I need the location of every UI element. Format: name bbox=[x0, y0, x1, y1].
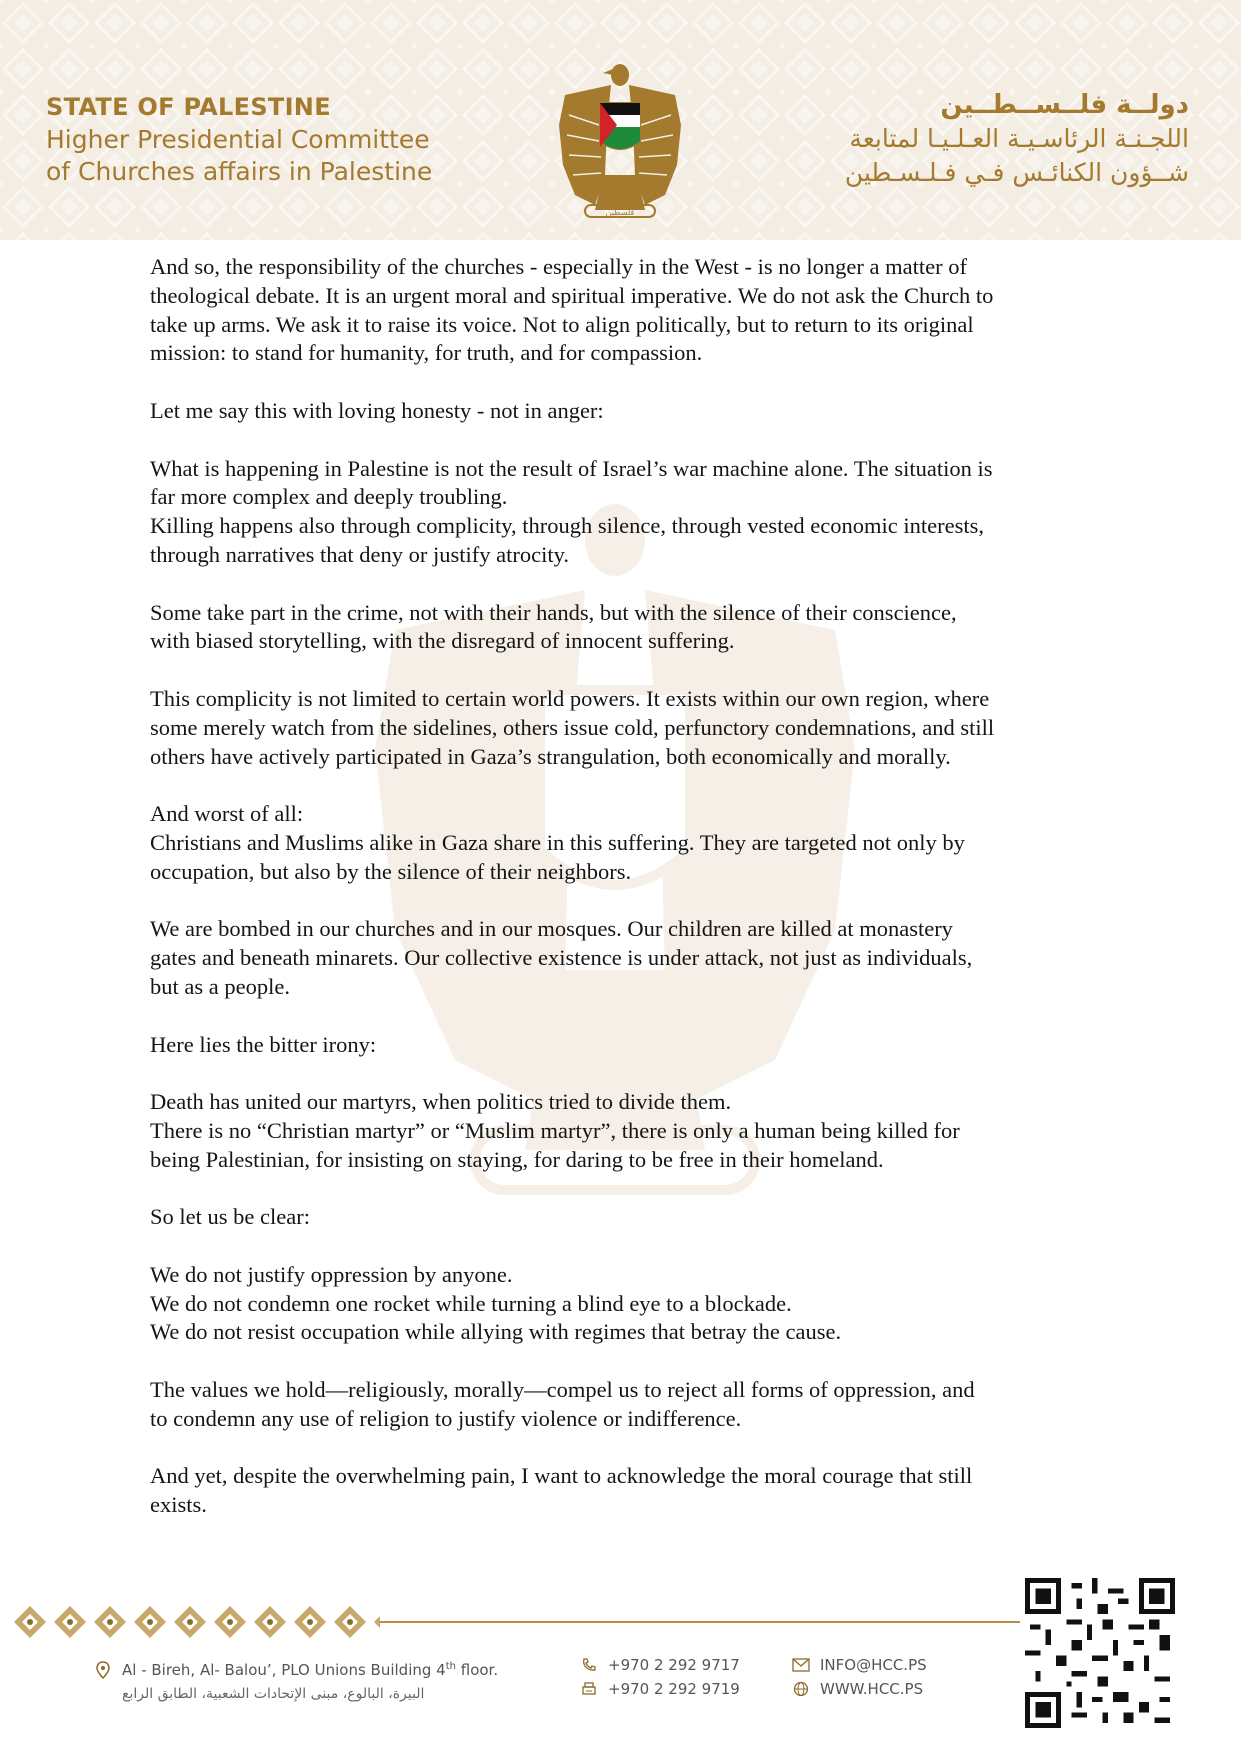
palestine-eagle-emblem bbox=[555, 55, 685, 220]
paragraph: Let me say this with loving honesty - not in anger: bbox=[150, 397, 604, 423]
web-contact-block bbox=[790, 1653, 927, 1701]
paragraph: And worst of all: Christians and Muslims alike in Gaza share in this suffering. They are targeted not only by occupation, but also by the silence of their neighbors. bbox=[150, 801, 965, 884]
paragraph: Here lies the bitter irony: bbox=[150, 1031, 377, 1057]
paragraph: We are bombed in our churches and in our mosques. Our children are killed at monastery gates and beneath minarets. Our collective existence is under attack, not just as individuals, but as a people. bbox=[150, 916, 973, 999]
phone-block bbox=[578, 1653, 740, 1701]
committee-title-arabic: اللجـنـة الرئاسـيـة العـلـيـا لمتابعة bbox=[849, 124, 1189, 153]
paragraph: What is happening in Palestine is not the result of Israel’s war machine alone. The situation is far more complex and deeply troubling. Killing happens also through complicity, through silence, through vested economic interests, through narratives that deny or justify atrocity. bbox=[150, 455, 993, 567]
organization-name-english bbox=[46, 90, 432, 188]
paragraph: The values we hold—religiously, morally—compel us to reject all forms of oppression, and to condemn any use of religion to justify violence or indifference. bbox=[150, 1377, 975, 1431]
paragraph: Death has united our martyrs, when politics tried to divide them. There is no “Christian martyr” or “Muslim martyr”, there is only a human being killed for being Palestinian, for insisting on staying, for daring to be free in their homeland. bbox=[150, 1089, 960, 1172]
qr-code[interactable] bbox=[1025, 1578, 1175, 1728]
phone-number[interactable]: +970 2 292 9717 bbox=[608, 1656, 740, 1674]
address-block bbox=[92, 1658, 498, 1706]
paragraph: This complicity is not limited to certain world powers. It exists within our own region, where some merely watch from the sidelines, others issue cold, perfunctory condemnations, and still others have actively participated in Gaza’s strangulation, both economically and morally. bbox=[150, 685, 995, 769]
state-title: STATE OF PALESTINE bbox=[46, 93, 331, 121]
address-arabic: البيرة، البالوع، مبنى الإتحادات الشعبية، الطابق الرابع bbox=[122, 1686, 425, 1702]
committee-title: Higher Presidential Committee bbox=[46, 125, 430, 154]
address-english: Al - Bireh, Al- Balou’, PLO Unions Building 4th floor. bbox=[122, 1661, 499, 1679]
state-title-arabic: دولــة فلــســطــين bbox=[940, 90, 1189, 120]
emblem-caption: فلسطين bbox=[605, 208, 635, 217]
paragraph: And yet, despite the overwhelming pain, I want to acknowledge the moral courage that still exists. bbox=[150, 1463, 973, 1518]
location-pin-icon bbox=[92, 1659, 114, 1681]
fax-icon bbox=[578, 1678, 600, 1700]
organization-name-arabic bbox=[845, 88, 1189, 190]
footer-embroidery-pattern bbox=[10, 1602, 380, 1642]
paragraph: And so, the responsibility of the churches - especially in the West - is no longer a matter of theological debate. It is an urgent moral and spiritual imperative. We do not ask the Church to take up arms. We ask it to raise its voice. Not to align politically, but to return to its original mission: to stand for humanity, for truth, and for compassion. bbox=[150, 254, 994, 366]
phone-icon bbox=[578, 1654, 600, 1676]
email-link[interactable]: INFO@HCC.PS bbox=[820, 1656, 927, 1674]
fax-number[interactable]: +970 2 292 9719 bbox=[608, 1680, 740, 1698]
letterhead-footer bbox=[0, 1570, 1241, 1755]
paragraph: So let us be clear: bbox=[150, 1204, 310, 1230]
paragraph: Some take part in the crime, not with their hands, but with the silence of their conscience, with biased storytelling, with the disregard of innocent suffering. bbox=[150, 599, 957, 654]
paragraph: We do not justify oppression by anyone. We do not condemn one rocket while turning a blind eye to a blockade. We do not resist occupation while allying with regimes that betray the cause. bbox=[150, 1261, 842, 1345]
footer-divider bbox=[380, 1621, 1020, 1623]
letter-body bbox=[150, 253, 1100, 1549]
letterhead bbox=[0, 0, 1241, 240]
website-link[interactable]: WWW.HCC.PS bbox=[820, 1680, 924, 1698]
committee-subtitle-arabic: شــؤون الكنائـس فـي فـلـسـطين bbox=[844, 158, 1189, 187]
committee-subtitle: of Churches affairs in Palestine bbox=[46, 157, 433, 186]
globe-icon bbox=[790, 1678, 812, 1700]
mail-icon bbox=[790, 1654, 812, 1676]
